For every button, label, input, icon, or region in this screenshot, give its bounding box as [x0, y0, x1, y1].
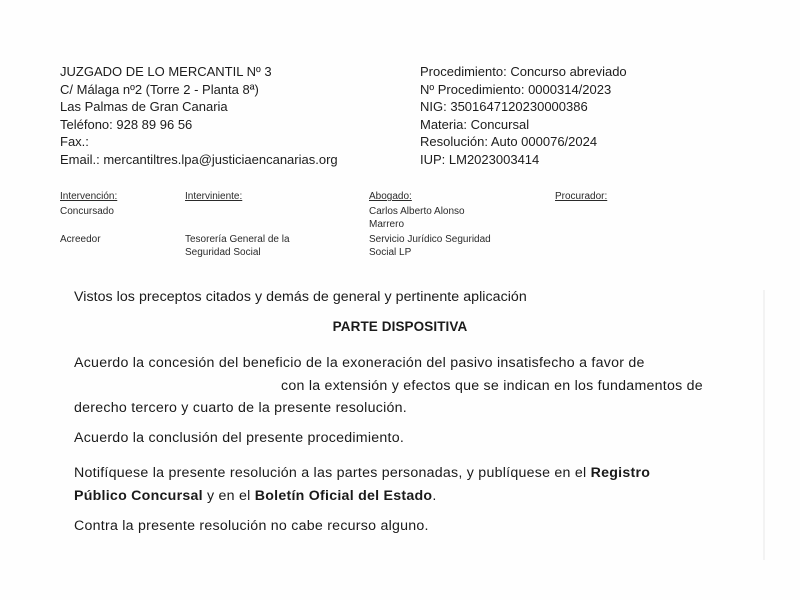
- notificacion-text1: Notifíquese la presente resolución a las partes personadas, y publíquese en el: [74, 465, 591, 481]
- row1-abogado: [369, 206, 465, 231]
- scan-artifact-line: [763, 290, 765, 560]
- notificacion-line1: [74, 462, 744, 485]
- court-email: Email.: mercantiltres.lpa@justiciaencanarias.org: [60, 151, 338, 167]
- column-interviniente: [185, 191, 290, 258]
- court-info: [60, 63, 338, 169]
- case-resolution: Resolución: Auto 000076/2024: [420, 134, 598, 150]
- exoneracion-line2: con la extensión y efectos que se indican en los fundamentos de: [281, 377, 703, 394]
- row1-abogado-line2: Marrero: [369, 218, 405, 230]
- section-title: PARTE DISPOSITIVA: [332, 319, 468, 334]
- row2-abogado-line1: Servicio Jurídico Seguridad: [369, 234, 491, 245]
- header-procurador: Procurador:: [555, 191, 608, 202]
- notificacion-line2: [74, 485, 744, 508]
- column-intervencion: [60, 191, 118, 245]
- row1-intervencion: Concursado: [60, 206, 114, 217]
- exoneracion-paragraph: [74, 352, 744, 420]
- case-procedure-number: Nº Procedimiento: 0000314/2023: [420, 81, 612, 97]
- court-fax: Fax.:: [60, 134, 89, 150]
- row2-intervencion: Acreedor: [60, 234, 101, 245]
- registro-bold: Registro: [590, 465, 651, 481]
- case-info: [420, 63, 627, 169]
- case-subject: Materia: Concursal: [420, 116, 530, 132]
- row2-abogado: [369, 234, 491, 259]
- header-intervencion: Intervención:: [60, 191, 118, 202]
- court-phone: Teléfono: 928 89 96 56: [60, 116, 193, 132]
- exoneracion-line1: Acuerdo la concesión del beneficio de la exoneración del pasivo insatisfecho a favor de: [74, 355, 645, 371]
- row1-abogado-line1: Carlos Alberto Alonso: [369, 206, 465, 217]
- notificacion-paragraph: [74, 462, 744, 507]
- row2-abogado-line2: Social LP: [369, 246, 412, 258]
- boe-bold: Boletín Oficial del Estado: [254, 487, 433, 504]
- row2-interviniente-line1: Tesorería General de la: [185, 234, 290, 245]
- publico-concursal-bold: Público Concursal: [74, 487, 203, 504]
- header-abogado: Abogado:: [369, 191, 412, 202]
- notificacion-text2: y en el: [202, 487, 255, 504]
- exoneracion-line3: derecho tercero y cuarto de la presente resolución.: [74, 400, 407, 416]
- case-iup: IUP: LM2023003414: [420, 151, 540, 167]
- case-nig: NIG: 3501647120230000386: [420, 99, 588, 115]
- row2-interviniente: [185, 234, 290, 259]
- conclusion-paragraph: Acuerdo la conclusión del presente procedimiento.: [74, 430, 405, 446]
- vistos-paragraph: Vistos los preceptos citados y demás de general y pertinente aplicación: [74, 289, 527, 305]
- column-abogado: [369, 191, 491, 258]
- court-city: Las Palmas de Gran Canaria: [60, 99, 228, 115]
- recurso-paragraph: Contra la presente resolución no cabe recurso alguno.: [74, 518, 429, 534]
- case-procedure: Procedimiento: Concurso abreviado: [420, 64, 627, 79]
- header-interviniente: Interviniente:: [185, 191, 243, 202]
- column-procurador: [555, 191, 607, 204]
- court-name: JUZGADO DE LO MERCANTIL Nº 3: [60, 64, 272, 79]
- court-address: C/ Málaga nº2 (Torre 2 - Planta 8ª): [60, 81, 259, 97]
- notificacion-text3: .: [432, 487, 437, 504]
- row2-interviniente-line2: Seguridad Social: [185, 246, 261, 258]
